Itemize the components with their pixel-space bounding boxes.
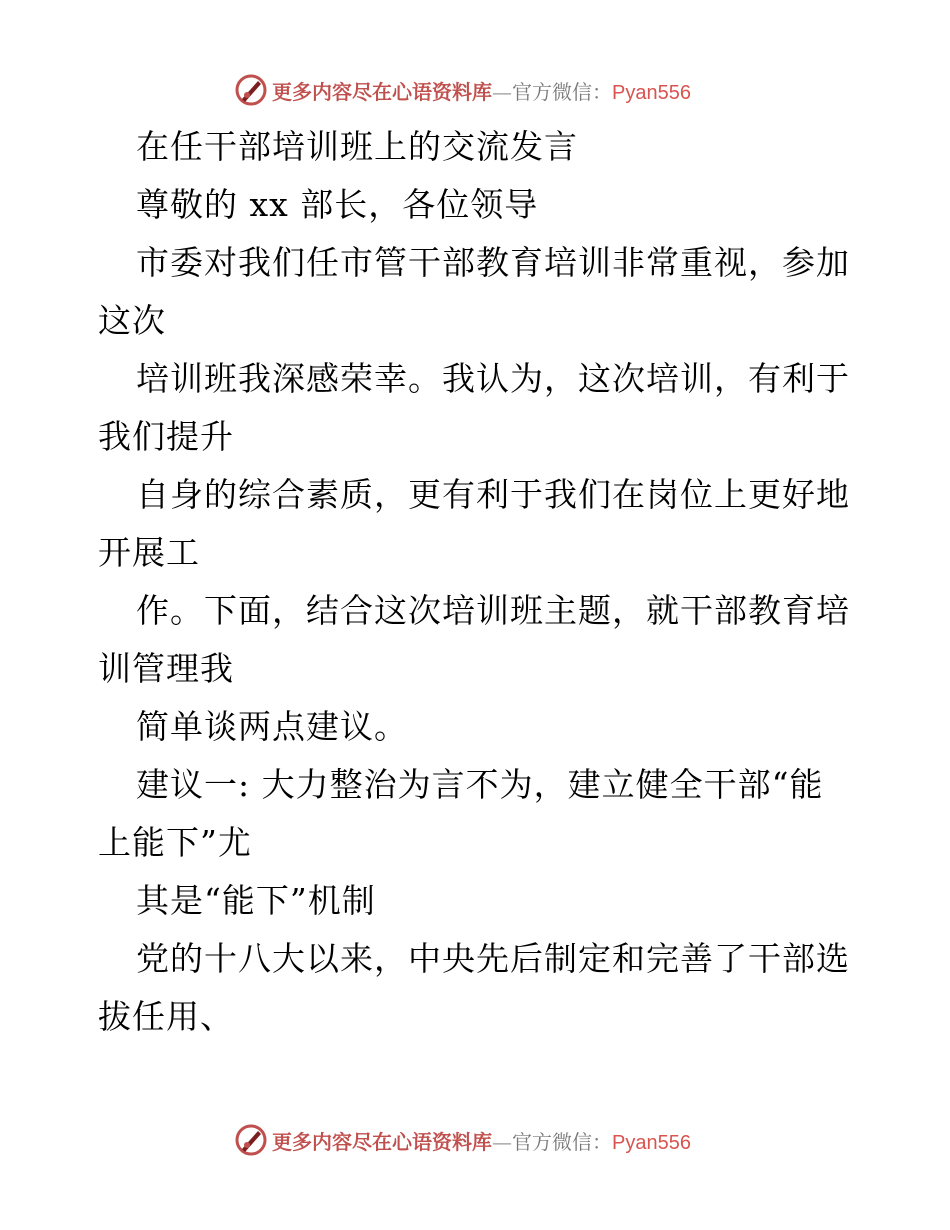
text-line: 训管理我 [98, 649, 234, 688]
text-line: 作。下面，结合这次培训班主题，就干部教育培 [136, 591, 850, 630]
watermark-text: 更多内容尽在心语资料库—官方微信：Pyan556 [272, 79, 691, 104]
text-line: 开展工 [98, 533, 200, 572]
text-line: 建议一: 大力整治为言不为，建立健全干部“能 [136, 765, 824, 804]
text-line: 自身的综合素质，更有利于我们在岗位上更好地 [136, 475, 850, 514]
watermark-text: 更多内容尽在心语资料库—官方微信：Pyan556 [272, 1129, 691, 1154]
document-body [98, 118, 858, 1046]
text-line: 拔任用、 [98, 997, 234, 1036]
pen-logo-icon [234, 73, 268, 107]
text-line: 上能下”尤 [98, 823, 252, 862]
text-line: 其是“能下”机制 [136, 881, 376, 920]
text-line: 尊敬的 xx 部长，各位领导 [136, 185, 539, 224]
text-line: 这次 [98, 301, 166, 340]
text-line: 市委对我们任市管干部教育培训非常重视，参加 [136, 243, 850, 282]
text-line: 培训班我深感荣幸。我认为，这次培训，有利于 [136, 359, 850, 398]
text-line: 简单谈两点建议。 [136, 707, 408, 746]
text-line: 在任干部培训班上的交流发言 [136, 127, 578, 166]
text-line: 我们提升 [98, 417, 234, 456]
watermark-banner-bottom [234, 1120, 714, 1160]
watermark-banner-top [234, 70, 714, 110]
text-line: 党的十八大以来，中央先后制定和完善了干部选 [136, 939, 850, 978]
pen-logo-icon [234, 1123, 268, 1157]
